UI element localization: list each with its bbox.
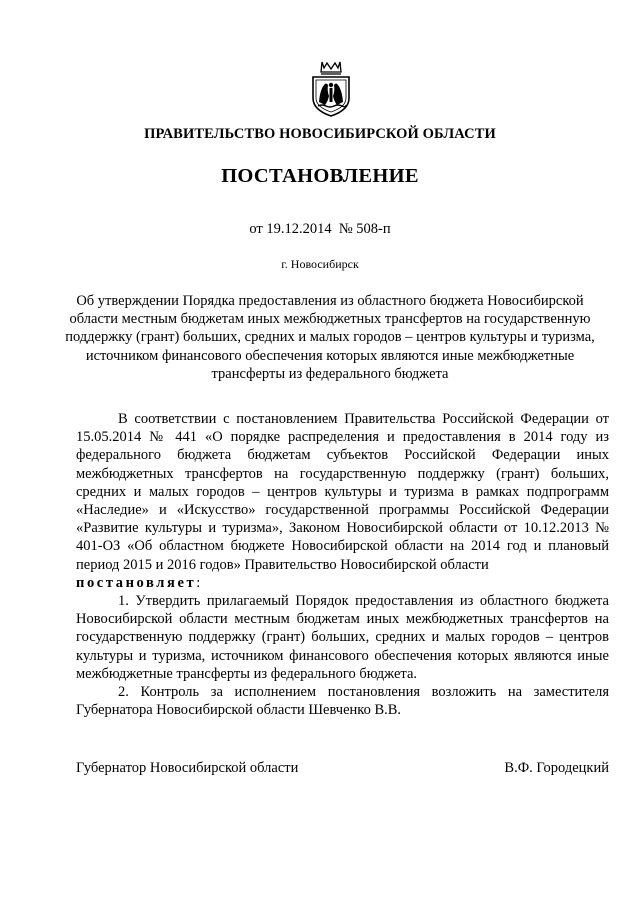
government-name: ПРАВИТЕЛЬСТВО НОВОСИБИРСКОЙ ОБЛАСТИ [144,126,496,142]
date-number-line: от 19.12.2014 № 508-п [249,221,391,237]
signatory-position: Губернатор Новосибирской области [76,760,299,776]
item-1-paragraph: 1. Утвердить прилагаемый Порядок предоставления из областного бюджета Новосибирской области местным бюджетам иных межбюджетных трансфертов на государственную поддержку (грант) больших, средних и малых городов – центров культуры и туризма, источником финансового обеспечения которых являются иные межбюджетные трансферты из федерального бюджета. [76,593,609,682]
preamble-text: В соответствии с постановлением Правительства Российской Федерации от 15.05.2014 № 441 «О порядке распределения и предоставления в 2014 году из федерального бюджета бюджетам субъектов Российской Федерации иных межбюджетных трансфертов на государственную поддержку (грант) больших, средних и малых городов – центров культуры и туризма в рамках подпрограмм «Наследие» и «Искусство» государственной программы Российской Федерации «Развитие культуры и туризма», Законом Новосибирской области от 10.12.2013 № 401-ОЗ «Об областном бюджете Новосибирской области на 2014 год и плановый период 2015 и 2016 годов» Правительство Новосибирской области [76,411,609,573]
document-type-title: ПОСТАНОВЛЕНИЕ [221,165,419,187]
coat-of-arms-icon [308,60,354,118]
item-2-paragraph: 2. Контроль за исполнением постановления возложить на заместителя Губернатора Новосибирской области Шевченко В.В. [76,684,609,719]
resolves-word: постановляет [76,574,197,591]
document-subject: Об утверждении Порядка предоставления из областного бюджета Новосибирской области местным бюджетам иных межбюджетных трансфертов на государственную поддержку (грант) больших, средних и малых городов – центров культуры и туризма, источником финансового обеспечения которых являются иные межбюджетные трансферты из федерального бюджета [65,293,595,382]
city-line: г. Новосибирск [281,257,359,271]
document-body [76,410,609,719]
resolves-colon: : [196,574,201,591]
signature-block [76,760,609,777]
preamble-paragraph [76,410,609,592]
signatory-name: В.Ф. Городецкий [504,760,609,776]
